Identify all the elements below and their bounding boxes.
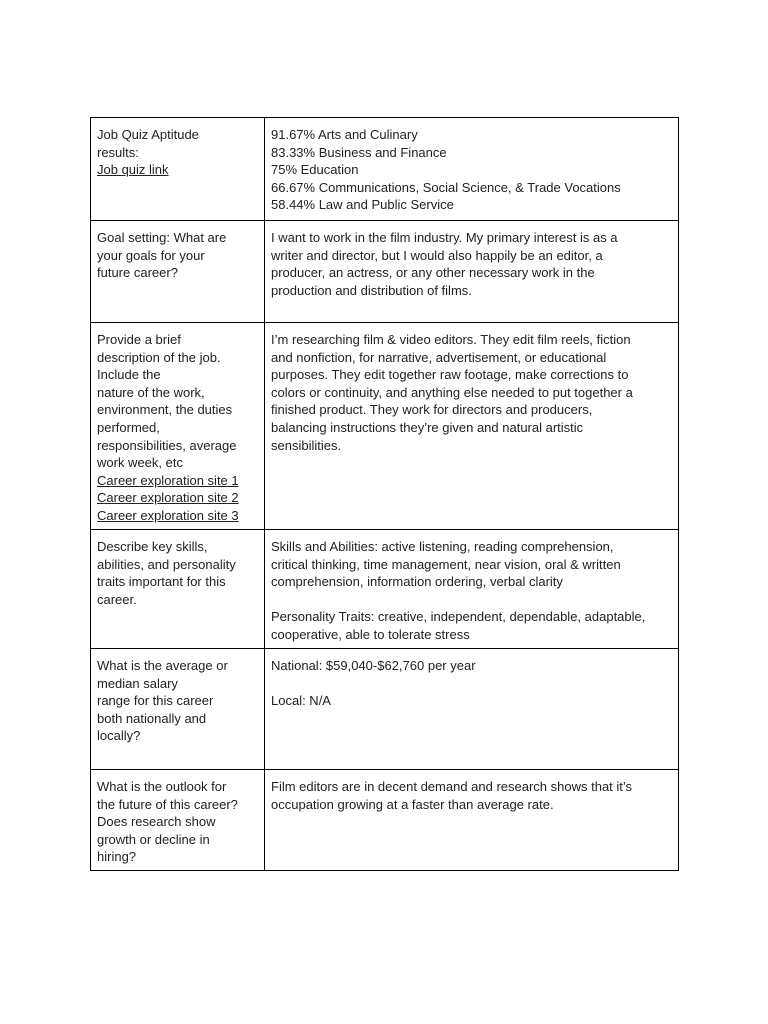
content-line: I’m researching film & video editors. They edit film reels, fiction <box>271 332 631 347</box>
label-line: both nationally and <box>97 710 207 726</box>
label-line: Describe key skills, <box>97 539 208 554</box>
quiz-result-line: 83.33% Business and Finance <box>271 144 447 160</box>
label-line: the future of this career? <box>97 796 238 812</box>
label-line: hiring? <box>97 849 137 865</box>
traits-line: cooperative, able to tolerate stress <box>271 626 470 642</box>
row-label-cell <box>91 221 265 323</box>
job-quiz-link[interactable]: Job quiz link <box>97 162 169 178</box>
content-line: production and distribution of films. <box>271 282 472 298</box>
content-line: purposes. They edit together raw footage, make corrections to <box>271 367 629 383</box>
content-line: sensibilities. <box>271 437 342 453</box>
skills-line: comprehension, information ordering, verbal clarity <box>271 574 563 590</box>
label-line: Provide a brief <box>97 332 181 347</box>
table-row-job-quiz <box>91 118 679 221</box>
label-line: work week, etc <box>97 455 183 471</box>
content-line: colors or continuity, and anything else needed to put together a <box>271 384 633 400</box>
local-salary: Local: N/A <box>271 693 331 709</box>
row-content-cell <box>265 221 679 323</box>
table-row-salary <box>91 649 679 770</box>
skills-line: Skills and Abilities: active listening, reading comprehension, <box>271 539 614 554</box>
label-line: What is the outlook for <box>97 779 227 794</box>
label-line: description of the job. <box>97 349 221 365</box>
career-worksheet-table <box>90 117 679 871</box>
quiz-result-line: 58.44% Law and Public Service <box>271 197 454 213</box>
label-line: your goals for your <box>97 247 205 263</box>
table-row-goal-setting <box>91 221 679 323</box>
career-exploration-link-2[interactable]: Career exploration site 2 <box>97 490 239 506</box>
table-row-job-description <box>91 323 679 530</box>
label-line: nature of the work, <box>97 384 205 400</box>
label-line: Goal setting: What are <box>97 230 227 245</box>
label-line: future career? <box>97 265 178 281</box>
label-line: career. <box>97 591 137 607</box>
content-line: writer and director, but I would also happily be an editor, a <box>271 247 603 263</box>
quiz-result-line: 66.67% Communications, Social Science, & Trade Vocations <box>271 179 621 195</box>
national-salary: National: $59,040-$62,760 per year <box>271 658 476 673</box>
label-line: locally? <box>97 728 141 744</box>
row-label-cell <box>91 530 265 649</box>
content-line: Film editors are in decent demand and research shows that it’s <box>271 779 633 794</box>
row-label-cell <box>91 770 265 871</box>
career-exploration-link-3[interactable]: Career exploration site 3 <box>97 507 239 523</box>
label-line: Does research show <box>97 814 216 830</box>
label-line: Job Quiz Aptitude <box>97 127 199 142</box>
row-label-cell <box>91 649 265 770</box>
table-row-skills <box>91 530 679 649</box>
row-content-cell <box>265 323 679 530</box>
content-line: I want to work in the film industry. My primary interest is as a <box>271 230 618 245</box>
label-line: results: <box>97 144 139 160</box>
traits-line: Personality Traits: creative, independent, dependable, adaptable, <box>271 609 646 625</box>
row-content-cell <box>265 530 679 649</box>
content-line: and nonfiction, for narrative, advertisement, or educational <box>271 349 607 365</box>
row-content-cell <box>265 118 679 221</box>
label-line: traits important for this <box>97 574 226 590</box>
row-label-cell <box>91 323 265 530</box>
label-line: Include the <box>97 367 161 383</box>
content-line: occupation growing at a faster than average rate. <box>271 796 554 812</box>
content-line: producer, an actress, or any other necessary work in the <box>271 265 595 281</box>
paragraph-gap <box>271 591 672 609</box>
row-label-cell <box>91 118 265 221</box>
row-content-cell <box>265 649 679 770</box>
quiz-result-line: 91.67% Arts and Culinary <box>271 127 418 142</box>
paragraph-gap <box>271 675 672 693</box>
label-line: growth or decline in <box>97 831 210 847</box>
label-line: median salary <box>97 675 178 691</box>
career-exploration-link-1[interactable]: Career exploration site 1 <box>97 472 239 488</box>
label-line: abilities, and personality <box>97 556 236 572</box>
label-line: responsibilities, average <box>97 437 237 453</box>
label-line: performed, <box>97 419 160 435</box>
quiz-result-line: 75% Education <box>271 162 359 178</box>
label-line: range for this career <box>97 693 214 709</box>
content-line: balancing instructions they’re given and natural artistic <box>271 419 584 435</box>
label-line: environment, the duties <box>97 402 233 418</box>
content-line: finished product. They work for directors and producers, <box>271 402 593 418</box>
row-content-cell <box>265 770 679 871</box>
table-row-outlook <box>91 770 679 871</box>
skills-line: critical thinking, time management, near vision, oral & written <box>271 556 621 572</box>
label-line: What is the average or <box>97 658 228 673</box>
